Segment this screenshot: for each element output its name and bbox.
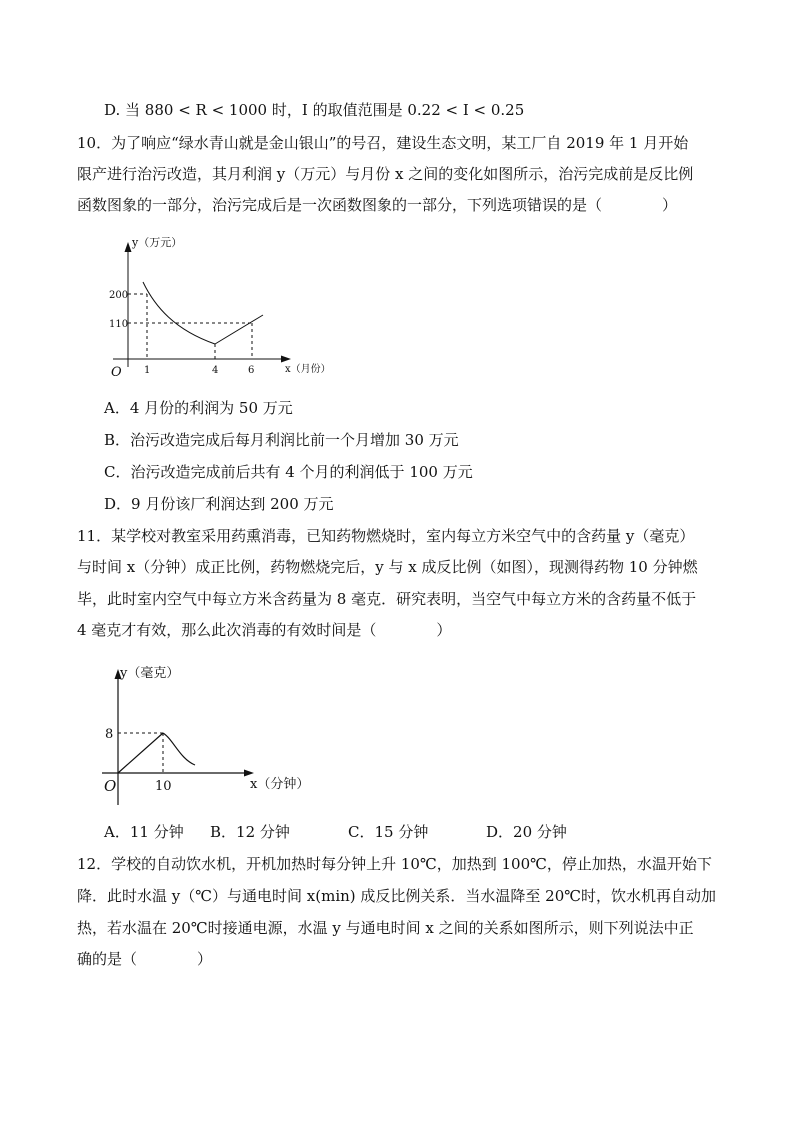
q10-option-b[interactable]: B．治污改造完成后每月利润比前一个月增加 30 万元 [104,431,459,449]
q10-option-c[interactable]: C．治污改造完成前后共有 4 个月的利润低于 100 万元 [104,463,473,481]
q11-y-label: y（毫克） [120,666,180,681]
q9-option-d: D. 当 880 < R < 1000 时，I 的取值范围是 0.22 < I < 0.25 [104,101,525,119]
q11-y-tick-8: 8 [105,727,114,742]
q10-graph [105,232,345,382]
q11-x-label: x（分钟） [250,777,310,792]
q11-option-d[interactable]: D．20 分钟 [486,823,567,841]
q10-x-tick-6: 6 [248,365,255,376]
q10-option-a[interactable]: A．4 月份的利润为 50 万元 [104,399,293,417]
q12-stem-line-1: 12．学校的自动饮水机，开机加热时每分钟上升 10℃，加热到 100℃，停止加热，水温开始下 [77,855,712,873]
q10-y-arrow [125,242,132,252]
q10-x-arrow [281,356,291,363]
q11-graph [100,657,320,807]
q11-reciprocal-curve [163,733,195,765]
q11-origin: O [104,777,117,795]
q12-stem-line-4: 确的是（ ） [77,950,213,968]
q11-stem-line-3: 毕，此时室内空气中每立方米含药量为 8 毫克．研究表明，当空气中每立方米的含药量不低于 [77,590,697,608]
q10-linear-segment [215,315,263,344]
q10-x-tick-4: 4 [212,365,219,376]
q10-y-label: y（万元） [132,236,183,249]
q10-reciprocal-curve [143,282,215,344]
q12-stem-line-2: 降．此时水温 y（℃）与通电时间 x(min) 成反比例关系．当水温降至 20℃时，饮水机再自动加 [77,887,717,905]
q10-x-label: x（月份） [285,364,331,375]
q10-stem-line-1: 10．为了响应“绿水青山就是金山银山”的号召，建设生态文明，某工厂自 2019 年 1 月开始 [77,134,689,152]
q10-y-tick-200: 200 [109,290,129,301]
q11-linear-segment [118,733,163,773]
q11-stem-line-1: 11．某学校对教室采用药熏消毒，已知药物燃烧时，室内每立方米空气中的含药量 y（毫克） [77,527,695,545]
q11-option-b[interactable]: B．12 分钟 [210,823,290,841]
q11-stem-line-2: 与时间 x（分钟）成正比例，药物燃烧完后，y 与 x 成反比例（如图），现测得药物 10 分钟燃 [77,558,698,576]
q11-x-arrow [244,770,254,777]
q11-stem-line-4: 4 毫克才有效，那么此次消毒的有效时间是（ ） [77,621,452,639]
q12-stem-line-3: 热，若水温在 20℃时接通电源，水温 y 与通电时间 x 之间的关系如图所示，则下列说法中正 [77,919,694,937]
q10-stem-line-3: 函数图象的一部分，治污完成后是一次函数图象的一部分，下列选项错误的是（ ） [77,196,678,214]
q11-x-tick-10: 10 [155,779,172,794]
q10-y-tick-110: 110 [109,319,129,330]
q10-origin: O [111,365,122,380]
q11-option-c[interactable]: C．15 分钟 [348,823,429,841]
q10-option-d[interactable]: D．9 月份该厂利润达到 200 万元 [104,495,334,513]
q10-stem-line-2: 限产进行治污改造，其月利润 y（万元）与月份 x 之间的变化如图所示，治污完成前是反比例 [77,165,694,183]
q11-option-a[interactable]: A．11 分钟 [104,823,184,841]
q10-x-tick-1: 1 [144,365,151,376]
